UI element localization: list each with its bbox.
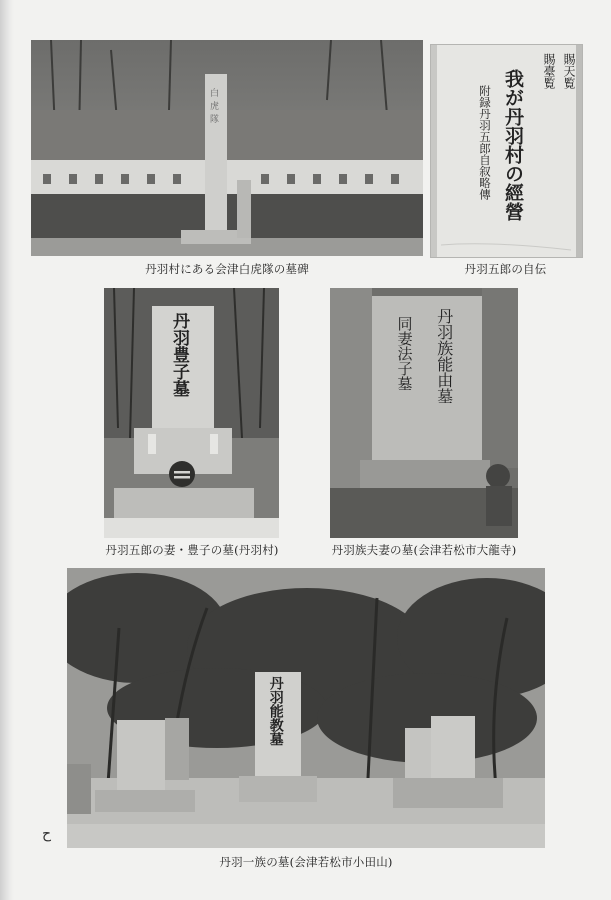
caption-odayama-graves: 丹羽一族の墓(会津若松市小田山) [219, 855, 393, 869]
byakkotai-monument-image [31, 40, 423, 256]
cover-line-prince-viewing: 賜臺覧 [542, 53, 556, 89]
toyoko-grave-inscription: 丹羽豊子墓 [169, 312, 189, 397]
caption-dairyuji-grave: 丹羽族夫妻の墓(会津若松市大龍寺) [331, 543, 517, 557]
byakkotai-monument-inscription: 白虎隊 [208, 88, 218, 127]
photo-byakkotai-monument [31, 40, 423, 256]
odayama-graves-image [67, 568, 545, 848]
dairyuji-grave-inscription-right: 丹羽族能由墓 [434, 308, 454, 404]
page-corner-mark: ح [42, 826, 52, 842]
cover-subtitle: 附録丹羽五郎自叙略傳 [478, 85, 492, 200]
caption-autobiography: 丹羽五郎の自伝 [464, 262, 547, 276]
photo-dairyuji-grave [330, 288, 518, 538]
photo-odayama-graves [67, 568, 545, 848]
dairyuji-grave-inscription-left: 同妻法子墓 [395, 316, 414, 391]
page-binding-edge [0, 0, 14, 900]
toyoko-grave-image [104, 288, 279, 538]
dairyuji-grave-image [330, 288, 518, 538]
caption-toyoko-grave: 丹羽五郎の妻・豊子の墓(丹羽村) [105, 543, 279, 557]
caption-byakkotai-monument: 丹羽村にある会津白虎隊の墓碑 [145, 262, 309, 276]
photo-toyoko-grave [104, 288, 279, 538]
photo-autobiography-cover [430, 44, 583, 258]
cover-line-imperial-viewing: 賜天覧 [562, 53, 576, 89]
odayama-grave-inscription: 丹羽能教墓 [267, 676, 284, 746]
cover-title: 我が丹羽村の經營 [502, 69, 524, 221]
